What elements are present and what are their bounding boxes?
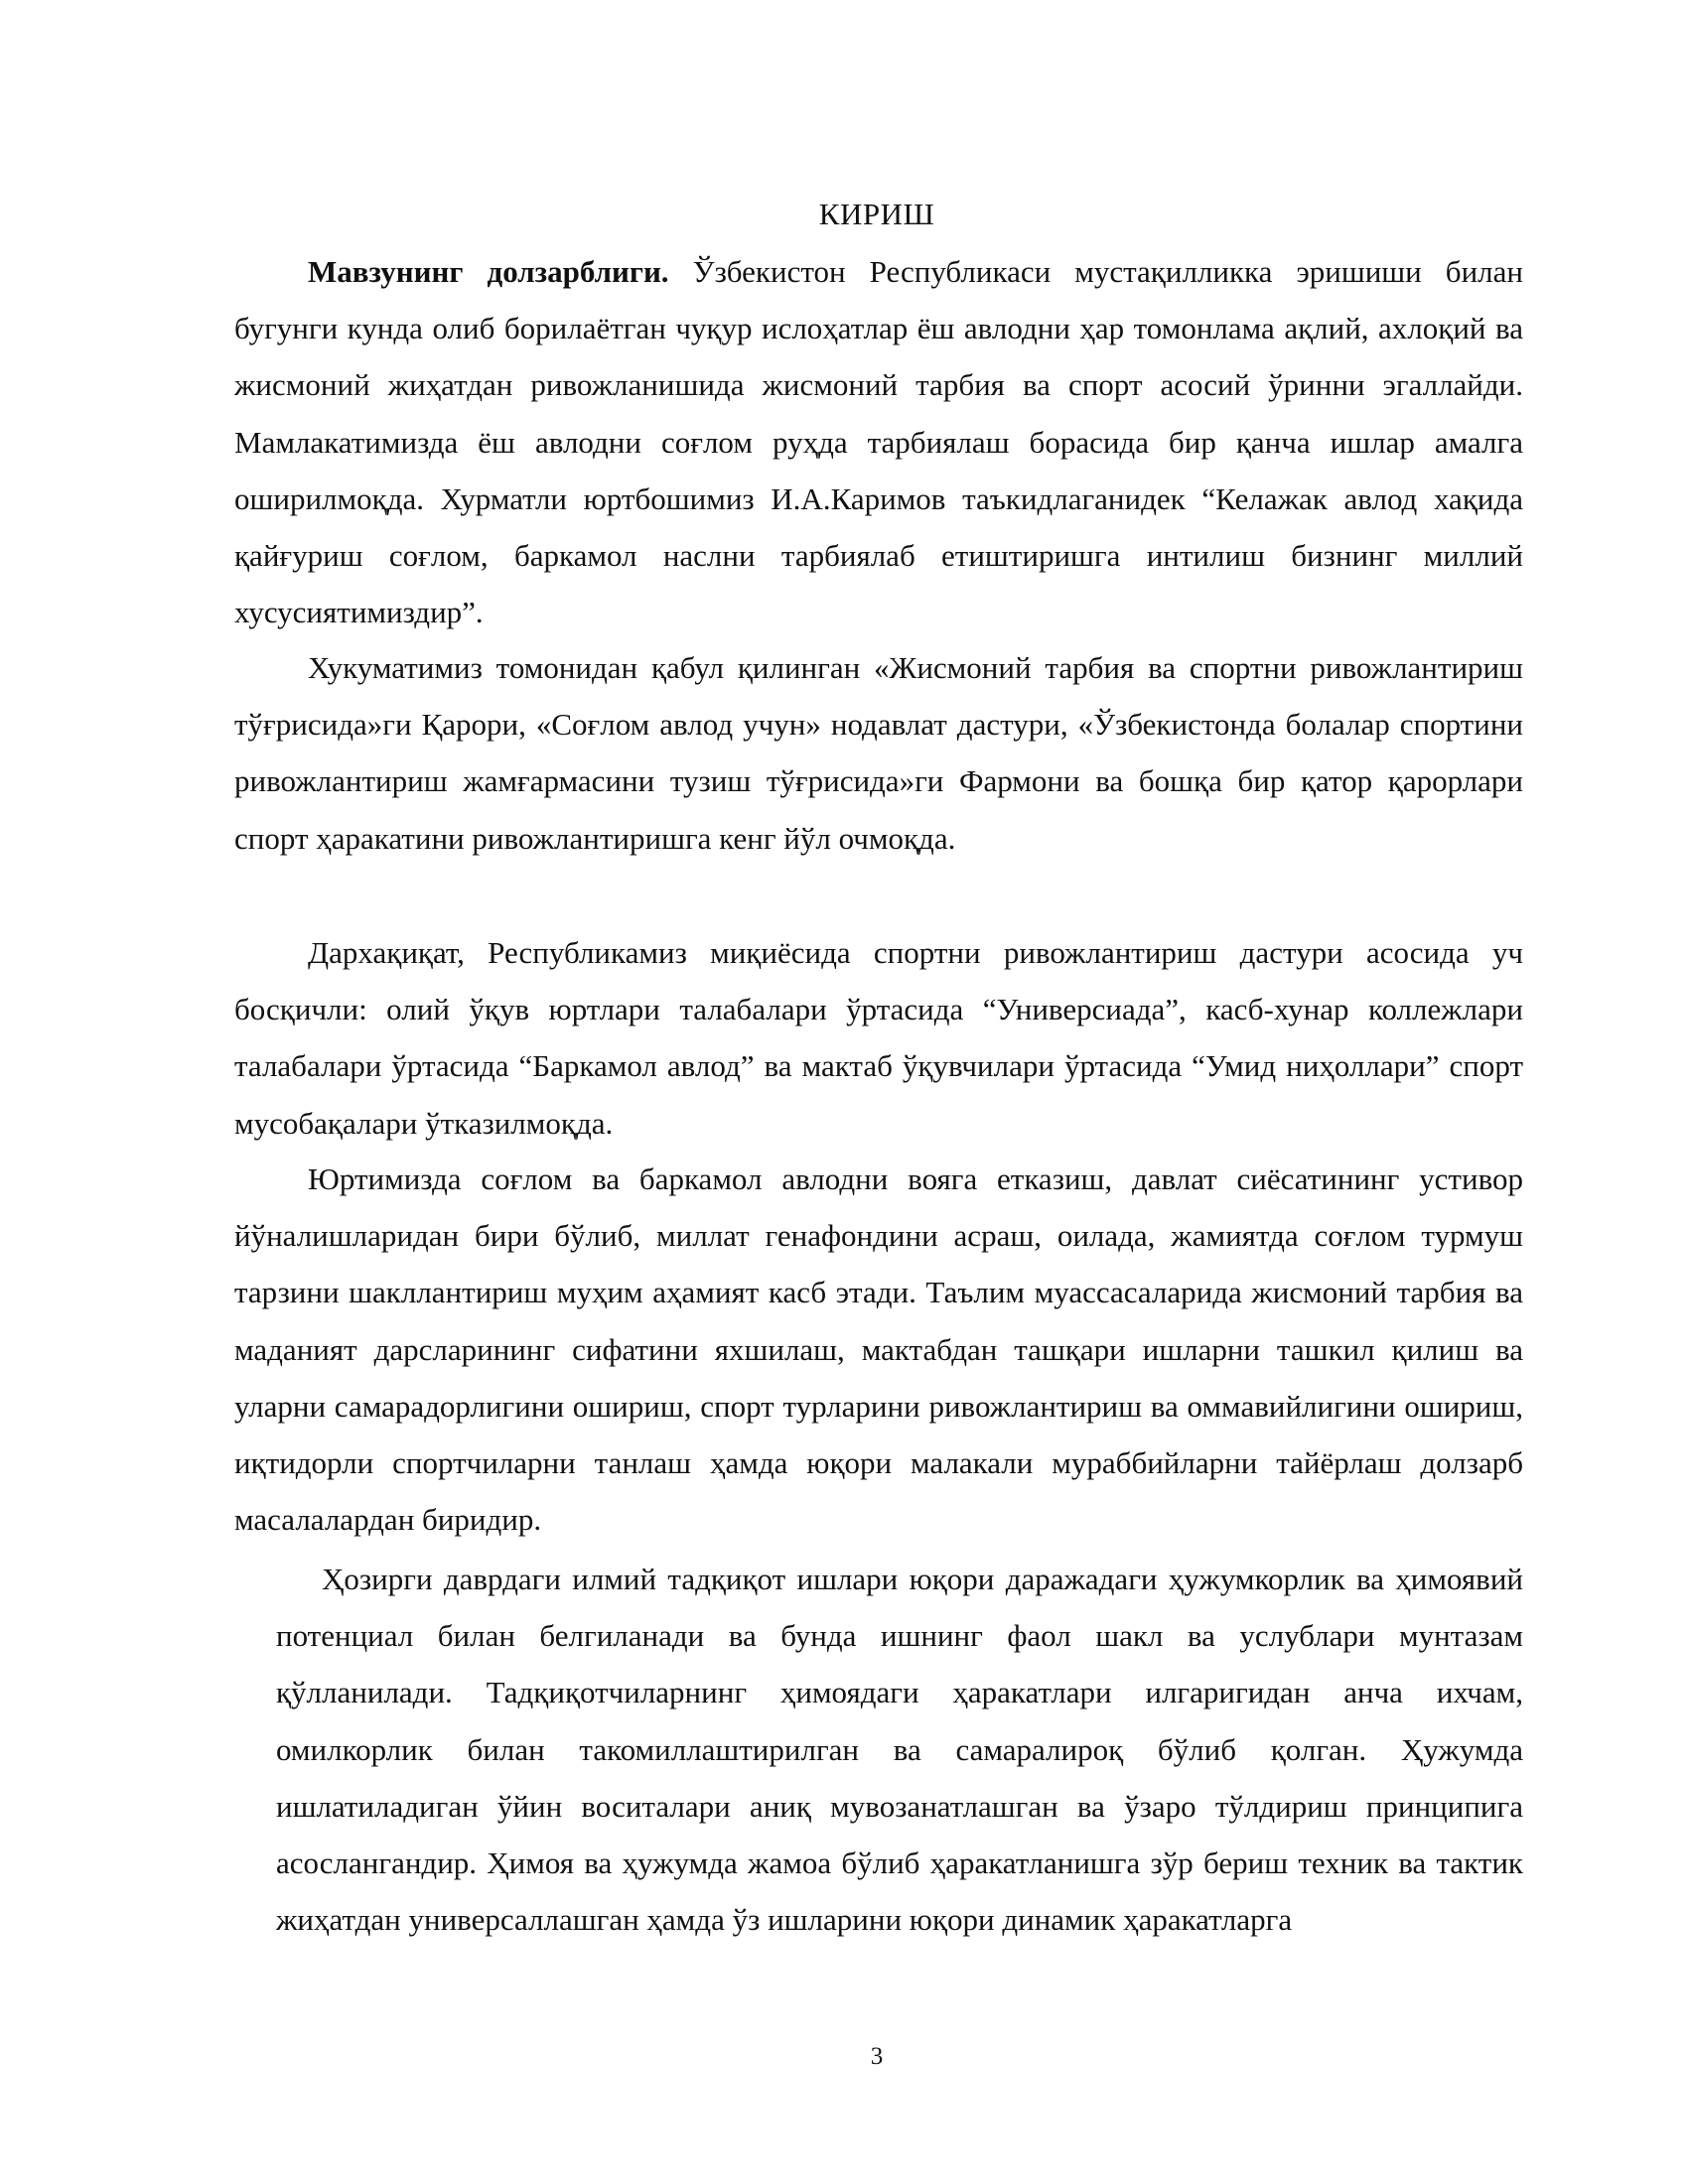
paragraph-lead-bold: Мавзунинг долзарблиги. [308, 254, 669, 289]
paragraph-sport-program [234, 924, 1523, 1152]
paragraph-text: Юртимизда соғлом ва баркамол авлодни вояга етказиш, давлат сиёсатининг устивор йўналишларидан бири бўлиб, миллат генафондини асраш, оилада, жамиятда соғлом турмуш тарзини шакллантириш муҳим аҳамият касб этади. Таълим муассасаларида жисмоний тарбия ва маданият дарсларининг сифатини яхшилаш, мактабдан ташқари ишларни ташкил қилиш ва уларни самарадорлигини ошириш, спорт турларини ривожлантириш ва оммавийлигини ошириш, иқтидорли спортчиларни танлаш ҳамда юқори малакали мураббийларни тайёрлаш долзарб масалалардан биридир. [234, 1161, 1523, 1538]
paragraph-current-research [276, 1551, 1523, 1948]
paragraph-text: Ўзбекистон Республикаси мустақилликка эришиши билан бугунги кунда олиб борилаётган чуқур ислоҳатлар ёш авлодни ҳар томонлама ақлий, ахлоқий ва жисмоний жиҳатдан ривожланишида жисмоний тарбия ва спорт асосий ўринни эгаллайди. Мамлакатимизда ёш авлодни соғлом руҳда тарбиялаш борасида бир қанча ишлар амалга оширилмоқда. Хурматли юртбошимиз И.А.Каримов таъкидлаганидек “Келажак авлод хақида қайғуриш соғлом, баркамол наслни тарбиялаб етиштиришга интилиш бизнинг миллий хусусиятимиздир”. [234, 254, 1523, 630]
paragraph-relevance [234, 243, 1523, 640]
page-title: КИРИШ [818, 197, 935, 231]
page-number: 3 [870, 2043, 884, 2070]
paragraph-government-decisions [234, 639, 1523, 867]
paragraph-text: Дархақиқат, Республикамиз миқиёсида спортни ривожлантириш дастури асосида уч босқичли: олий ўқув юртлари талабалари ўртасида “Универсиада”, касб-хунар коллежлари талабалари ўртасида “Баркамол авлод” ва мактаб ўқувчилари ўртасида “Умид ниҳоллари” спорт мусобақалари ўтказилмоқда. [234, 935, 1523, 1141]
paragraph-healthy-generation [234, 1151, 1523, 1548]
paragraph-text: Хукуматимиз томонидан қабул қилинган «Жисмоний тарбия ва спортни ривожлантириш тўғрисида»ги Қарори, «Соғлом авлод учун» нодавлат дастури, «Ўзбекистонда болалар спортини ривожлантириш жамғармасини тузиш тўғрисида»ги Фармони ва бошқа бир қатор қарорлари спорт ҳаракатини ривожлантиришга кенг йўл очмоқда. [234, 650, 1523, 856]
paragraph-text: Ҳозирги даврдаги илмий тадқиқот ишлари юқори даражадаги ҳужумкорлик ва ҳимоявий потенциал билан белгиланади ва бунда ишнинг фаол шакл ва услублари мунтазам қўлланилади. Тадқиқотчиларнинг ҳимоядаги ҳаракатлари илгаригидан анча ихчам, омилкорлик билан такомиллаштирилган ва самаралироқ бўлиб қолган. Ҳужумда ишлатиладиган ўйин воситалари аниқ мувозанатлашган ва ўзаро тўлдириш принципига асослангандир. Ҳимоя ва ҳужумда жамоа бўлиб ҳаракатланишга зўр бериш техник ва тактик жиҳатдан универсаллашган ҳамда ўз ишларини юқори динамик ҳаракатларга [276, 1562, 1523, 1938]
